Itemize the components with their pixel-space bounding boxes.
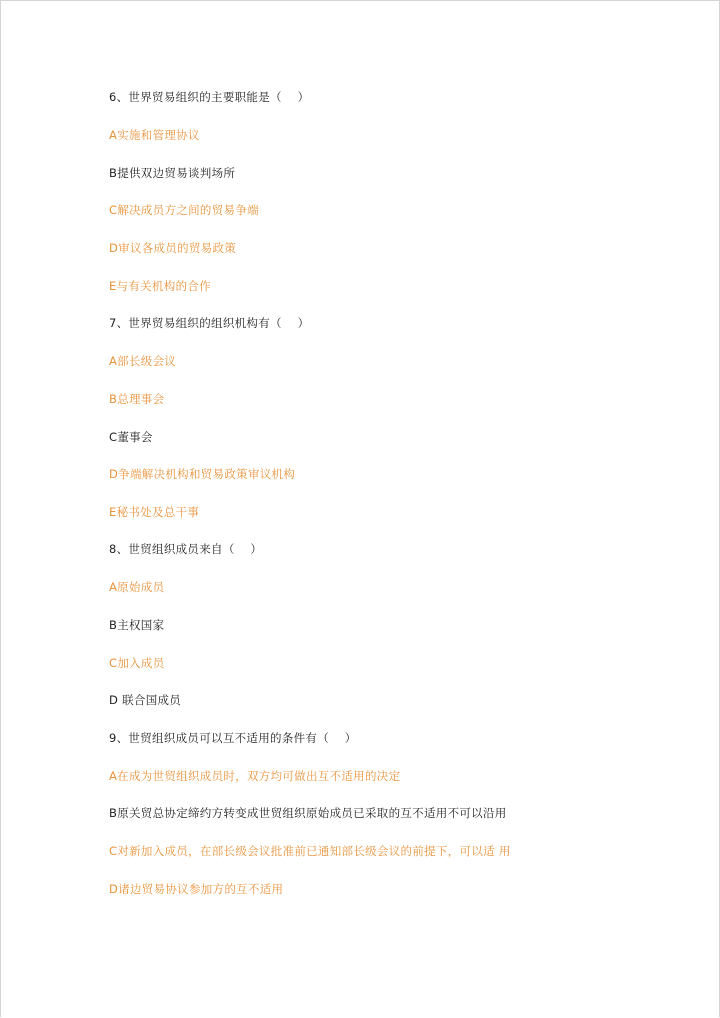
question-6-option-d: D审议各成员的贸易政策 <box>109 241 237 255</box>
question-9-option-c: C对新加入成员，在部长级会议批准前已通知部长级会议的前提下，可以适 用 <box>109 844 511 858</box>
question-6-option-c: C解决成员方之间的贸易争端 <box>109 203 259 217</box>
question-6-stem: 6、世界贸易组织的主要职能是（ ） <box>109 90 310 104</box>
question-9-stem: 9、世贸组织成员可以互不适用的条件有（ ） <box>109 731 357 745</box>
question-6-option-a: A实施和管理协议 <box>109 128 200 142</box>
question-6-option-e: E与有关机构的合作 <box>109 279 211 293</box>
question-7-option-e: E秘书处及总干事 <box>109 505 200 519</box>
question-9-option-b: B原关贸总协定缔约方转变成世贸组织原始成员已采取的互不适用不可以沿用 <box>109 806 507 820</box>
question-7-option-a: A部长级会议 <box>109 354 177 368</box>
question-7-stem: 7、世界贸易组织的组织机构有（ ） <box>109 316 310 330</box>
question-7-option-b: B总理事会 <box>109 392 165 406</box>
question-7-option-d: D争端解决机构和贸易政策审议机构 <box>109 467 296 481</box>
question-9-option-a: A在成为世贸组织成员时，双方均可做出互不适用的决定 <box>109 769 401 783</box>
question-7-option-c: C董事会 <box>109 430 153 444</box>
question-8-option-d: D 联合国成员 <box>109 693 182 707</box>
question-6-option-b: B提供双边贸易谈判场所 <box>109 166 236 180</box>
question-9-option-d: D诸边贸易协议参加方的互不适用 <box>109 882 284 896</box>
question-8-stem: 8、世贸组织成员来自（ ） <box>109 542 263 556</box>
question-8-option-c: C加入成员 <box>109 656 165 670</box>
question-8-option-b: B主权国家 <box>109 618 165 632</box>
question-8-option-a: A原始成员 <box>109 580 165 594</box>
